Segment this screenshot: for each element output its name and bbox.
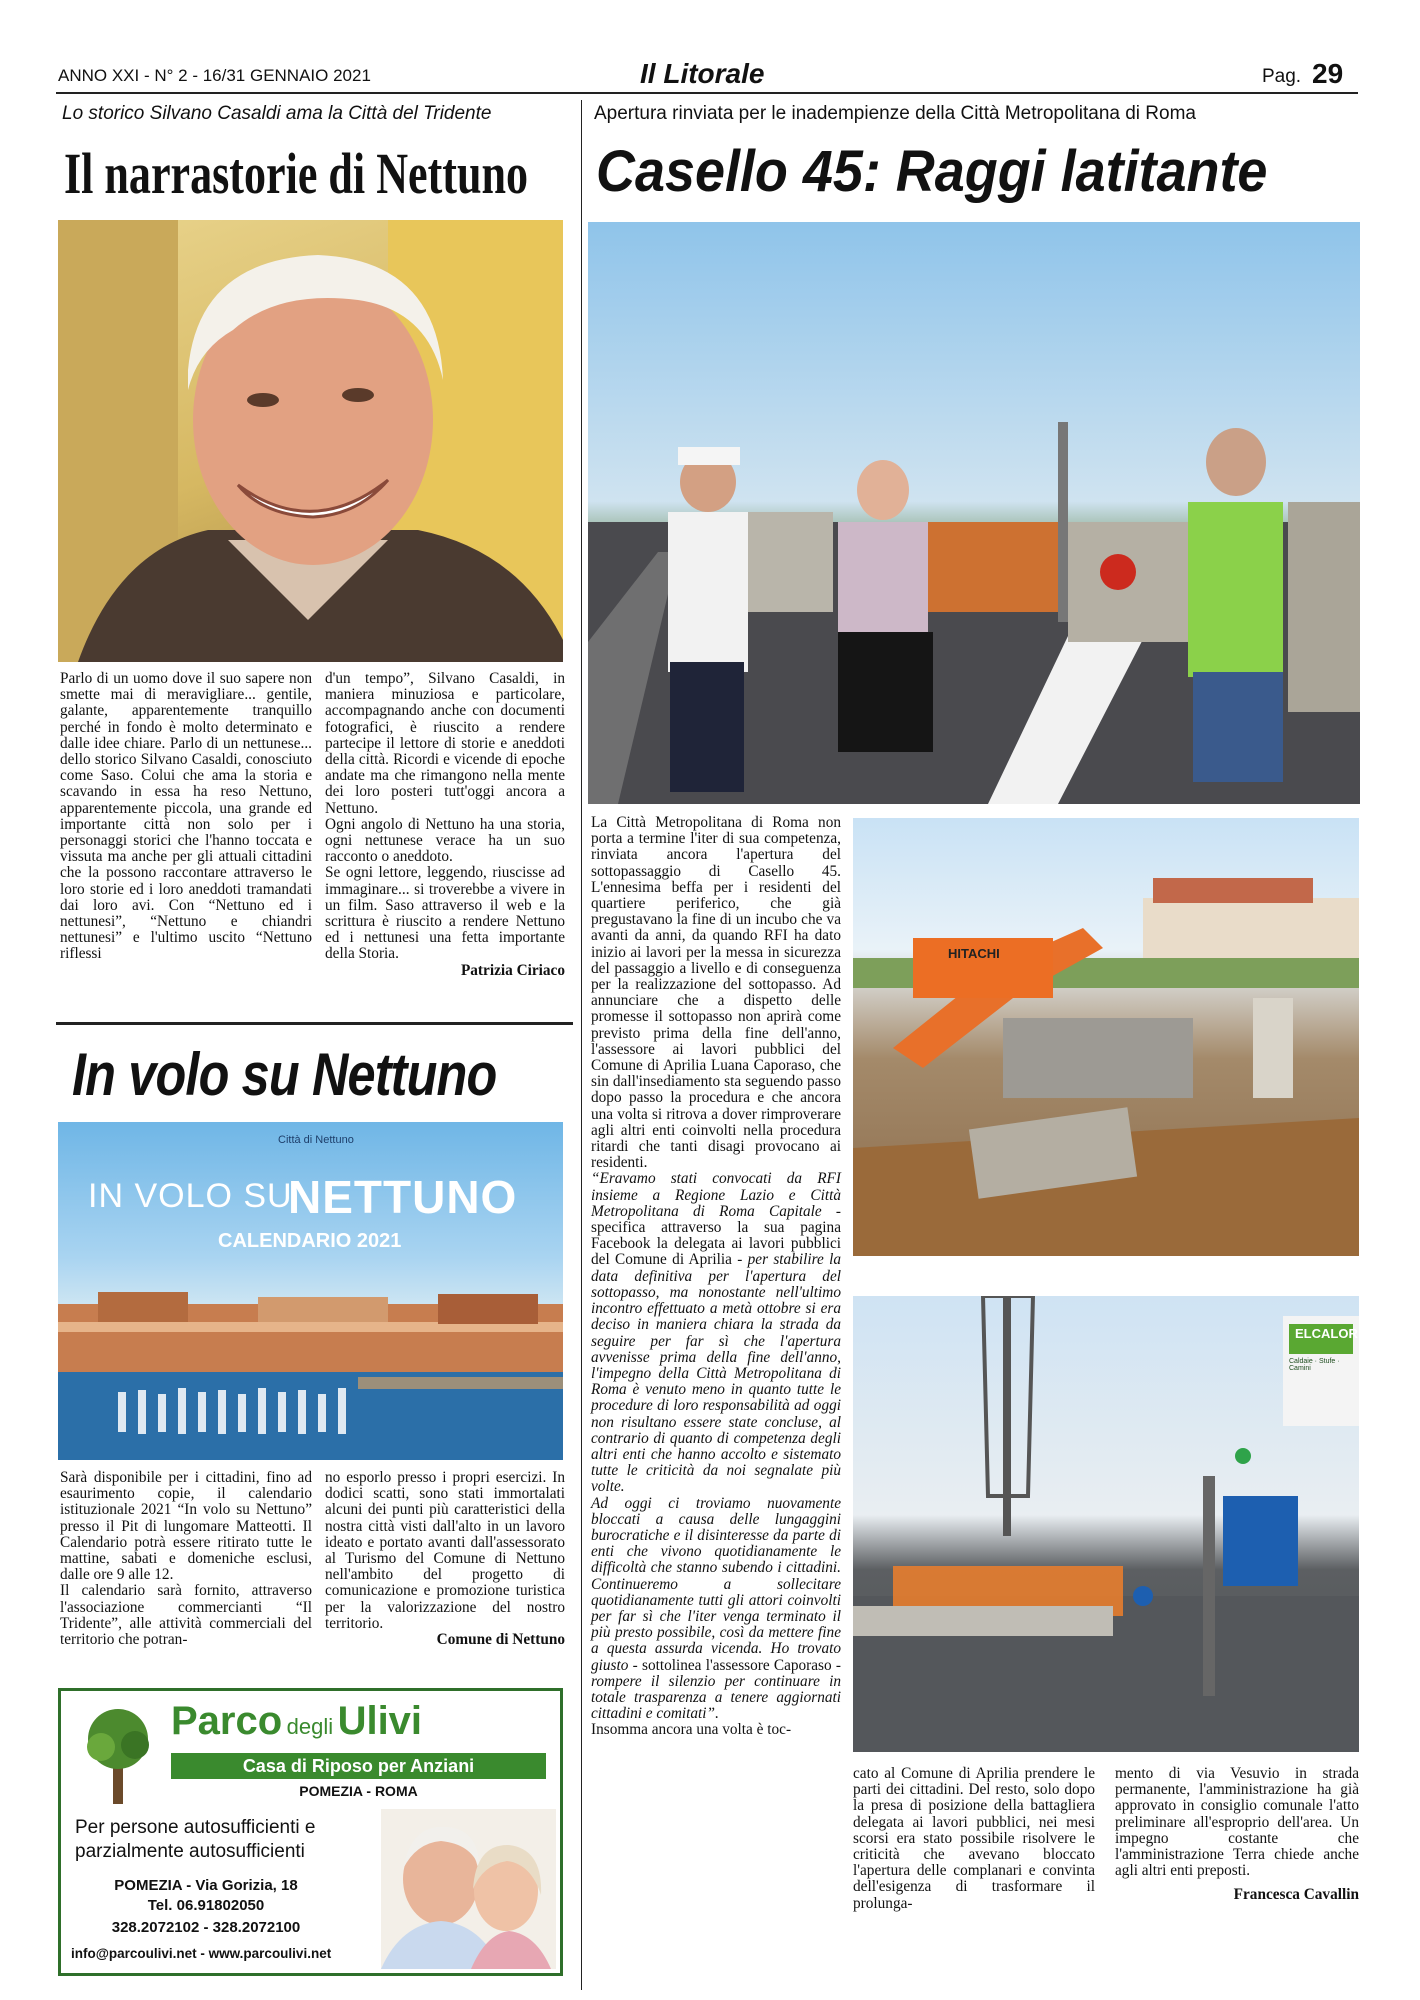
ad-line-1: Per persone autosufficienti e — [75, 1817, 316, 1838]
right-col-1-text-a: La Città Metropolitana di Roma non porta a termine l'iter di sua competenza, rinviata ancora l'apertura del sottopassaggio di Casello 45. L'ennesima beffa per i residenti del quartiere periferico, che già pregustavano la fine di un incubo che va avanti da anni, da quando RFI ha dato inizio ai lavori per la messa in sicurezza del passaggio a livello e di conseguenza per la realizzazione del sottopasso. Ad annunciare che a dispetto delle promesse il sottopasso non aprirà come previsto prima della fine dell'anno, l'assessore ai lavori pubblici del Comune di Aprilia Luana Caporaso, che sin dall'insediamento sta seguendo passo dopo passo la procedura e che ancora una volta si ritrova a dover rimproverare agli altri enti coinvolti nella procedura ritardi che tanti disagi provocano ai residenti. — [591, 814, 841, 1172]
olive-tree-icon — [73, 1699, 163, 1809]
left-separator — [56, 1022, 573, 1025]
left-col-2-text-a: d'un tempo”, Silvano Casaldi, in maniera minuziosa e particolare, accompagnando anche con documenti fotografici, è riuscito a rendere partecipe il lettore di storie e aneddoti della città. Ricordi e vicende di epoche andate ma che rimangono nella mente dei loro posteri tutt'oggi ancora a Nettuno. — [325, 670, 565, 817]
site-inspection-photo — [588, 222, 1360, 804]
left-col-1-text: Parlo di un uomo dove il suo sapere non smette mai di meravigliare... gentile, galante, apparentemente tranquillo perché in fondo è molto determinato e dalle idee chiare. Parlo di un nettunese... dello storico Silvano Casaldi, conosciuto come Saso. Colui che ama la storia e scavando in essa ha reso Nettuno, apparentemente piccola, una grande ed importante città non solo per i personaggi storici che l'hanno toccata e vissuta ma anche per gli attuali cittadini che la possono raccontare attraverso le loro storie ed i loro aneddoti tramandati dai loro avi. Con “Nettuno ed i nettunesi”, “Nettuno e chiandri nettunesi” e l'ultimo uscito “Nettuno riflessi — [60, 670, 312, 963]
volo-col-2-text: no esporlo presso i propri esercizi. In dodici scatti, sono stati immortalati alcuni dei punti più caratteristici della nostra città visti dall'alto in un lavoro ideato e portato avanti dall'assessorato al Turismo del Comune di Nettuno nell'ambito del progetto di comunicazione e promozione turistica per la valorizzazione del nostro territorio. — [325, 1469, 565, 1632]
page-label: Pag. — [1262, 66, 1302, 87]
right-col-1 — [591, 815, 841, 1739]
right-col-1-text-e: Ad oggi ci troviamo nuovamente bloccati a causa delle lungaggini burocratiche e il disinteresse da parte di enti che vivono quotidianamente le difficoltà che stanno subendo i cittadini. Continueremo a sollecitare quotidianamente tutti gli attori coinvolti per far sì che l'iter venga terminato il più presto possibile, così da mettere fine a questa assurda vicenda. Ho trovato giusto — [591, 1494, 841, 1674]
road-signs-photo — [853, 1296, 1359, 1752]
right-col-3 — [1115, 1766, 1359, 1904]
portrait-photo — [58, 220, 563, 662]
page-number: 29 — [1312, 58, 1344, 89]
left-signature: Patrizia Ciriaco — [460, 961, 565, 979]
excavator-photo — [853, 818, 1359, 1256]
left-col-2-text-c: Se ogni lettore, leggendo, riuscisse ad immaginare... si troverebbe a vivere in un film. Saso attraverso il web e la scrittura è riuscito a rendere Nettuno ed i nettunesi una fetta importante della Storia. — [325, 864, 565, 963]
right-col-1-text-c: - specifica attraverso la sua pagina Facebook la delegata ai lavori pubblici del Comune di Aprilia - — [591, 1202, 842, 1269]
issue-info: ANNO XXI - N° 2 - 16/31 GENNAIO 2021 — [58, 66, 371, 85]
calendar-poster — [58, 1122, 563, 1460]
elderly-couple-photo — [381, 1809, 556, 1969]
header-rule — [56, 92, 1358, 94]
poster-logo: Città di Nettuno — [278, 1134, 354, 1146]
masthead: Il Litorale — [640, 58, 765, 89]
right-col-1-text-h: Insomma ancora una volta è toc- — [591, 1721, 792, 1739]
right-title: Casello 45: Raggi latitante — [596, 139, 1268, 204]
excavator-brand: HITACHI — [948, 946, 1000, 961]
right-col-2-text: cato al Comune di Aprilia prendere le parti dei cittadini. Del resto, solo dopo la presa di posizione della battagliera delegata ai lavori pubblici, nei mesi scorsi era stato possibile risolvere le criticità che avevano bloccato l'apertura delle complanari e convinta dell'esigenza di trasformare il prolunga- — [853, 1765, 1095, 1912]
column-divider — [581, 100, 582, 1990]
right-col-1-text-d: per stabilire la data definitiva per l'apertura del sottopasso, ma nonostante nell'ultimo incontro effettuato a metà ottobre si era deciso in maniera chiara la strada da seguire per far sì che l'apertura avvenisse prima della fine dell'anno, l'impegno della Città Metropolitana di Roma è venuto meno in quanto tutte le procedure di loro responsabilità ad oggi non risultano essere state concluse, al contrario di quanto di competenza degli altri enti che hanno accolto e sistemato tutte le criticità da noi segnalate più volte. — [591, 1251, 841, 1496]
ad-location: POMEZIA - ROMA — [299, 1783, 418, 1799]
right-col-1-text-b: “Eravamo stati convocati da RFI insieme a Regione Lazio e Città Metropolitana di Roma Capitale — [591, 1170, 841, 1220]
left-col-1 — [60, 671, 312, 963]
ad-line-2: parzialmente autosufficienti — [75, 1841, 305, 1862]
poster-line-2: NETTUNO — [288, 1171, 518, 1223]
right-kicker: Apertura rinviata per le inadempienze della Città Metropolitana di Roma — [594, 103, 1196, 124]
volo-col-1 — [60, 1470, 312, 1648]
ad-banner: Casa di Riposo per Anziani — [171, 1753, 546, 1779]
volo-col-1b-text: Il calendario sarà fornito, attraverso l'associazione commercianti “Il Tridente”, alle attività commerciali del territorio che potran- — [60, 1582, 312, 1649]
ad-address: POMEZIA - Via Gorizia, 18 — [114, 1877, 298, 1894]
right-col-2 — [853, 1766, 1095, 1912]
right-col-3-text: mento di via Vesuvio in strada permanente, l'amministrazione ha già approvato in consiglio comunale l'atto preliminare all'esproprio dell'area. Un impegno costante che l'amministrazione Terra chiede anche agli altri enti preposti. — [1115, 1765, 1359, 1880]
volo-col-1-text: Sarà disponibile per i cittadini, fino ad esaurimento copie, il calendario istituzionale 2021 “In volo su Nettuno” presso il Pit di lungomare Matteotti. Il Calendario potrà essere ritirato tutte le mattine, sabati e domeniche esclusi, dalle ore 9 alle 12. — [60, 1469, 312, 1584]
ad-name — [171, 1699, 422, 1744]
right-col-1-text-f: - sottolinea l'assessore Caporaso - — [628, 1656, 841, 1674]
left-title: Il narrastorie di Nettuno — [64, 141, 529, 206]
left-col-2 — [325, 671, 565, 979]
poster-line-3: CALENDARIO 2021 — [218, 1230, 402, 1252]
left-col-2-text-b: Ogni angolo di Nettuno ha una storia, ogni nettunese verace ha un suo racconto o aneddoto. — [325, 815, 565, 866]
poster-line-1: IN VOLO SU — [88, 1177, 293, 1215]
left-kicker: Lo storico Silvano Casaldi ama la Città del Tridente — [62, 103, 492, 124]
ad-tel: Tel. 06.91802050 — [147, 1897, 265, 1914]
ad-mobile: 328.2072102 - 328.2072100 — [111, 1919, 301, 1936]
road-sign-text: ELCALOR — [1295, 1326, 1358, 1341]
right-col-1-text-g: rompere il silenzio per continuare in totale trasparenza a tenere aggiornati cittadini e comitati”. — [591, 1672, 841, 1723]
ad-name-a: Parco — [171, 1699, 283, 1743]
ad-name-c: Ulivi — [337, 1699, 423, 1743]
road-sign-subtext: Caldaie · Stufe · Camini — [1289, 1358, 1340, 1372]
ad-web[interactable]: info@parcoulivi.net - www.parcoulivi.net — [71, 1946, 332, 1961]
volo-signature: Comune di Nettuno — [436, 1631, 565, 1649]
volo-col-2 — [325, 1470, 565, 1648]
ad-box — [58, 1688, 563, 1976]
ad-name-b: degli — [286, 1714, 334, 1739]
volo-title: In volo su Nettuno — [72, 1041, 497, 1108]
right-signature: Francesca Cavallin — [1233, 1886, 1359, 1904]
